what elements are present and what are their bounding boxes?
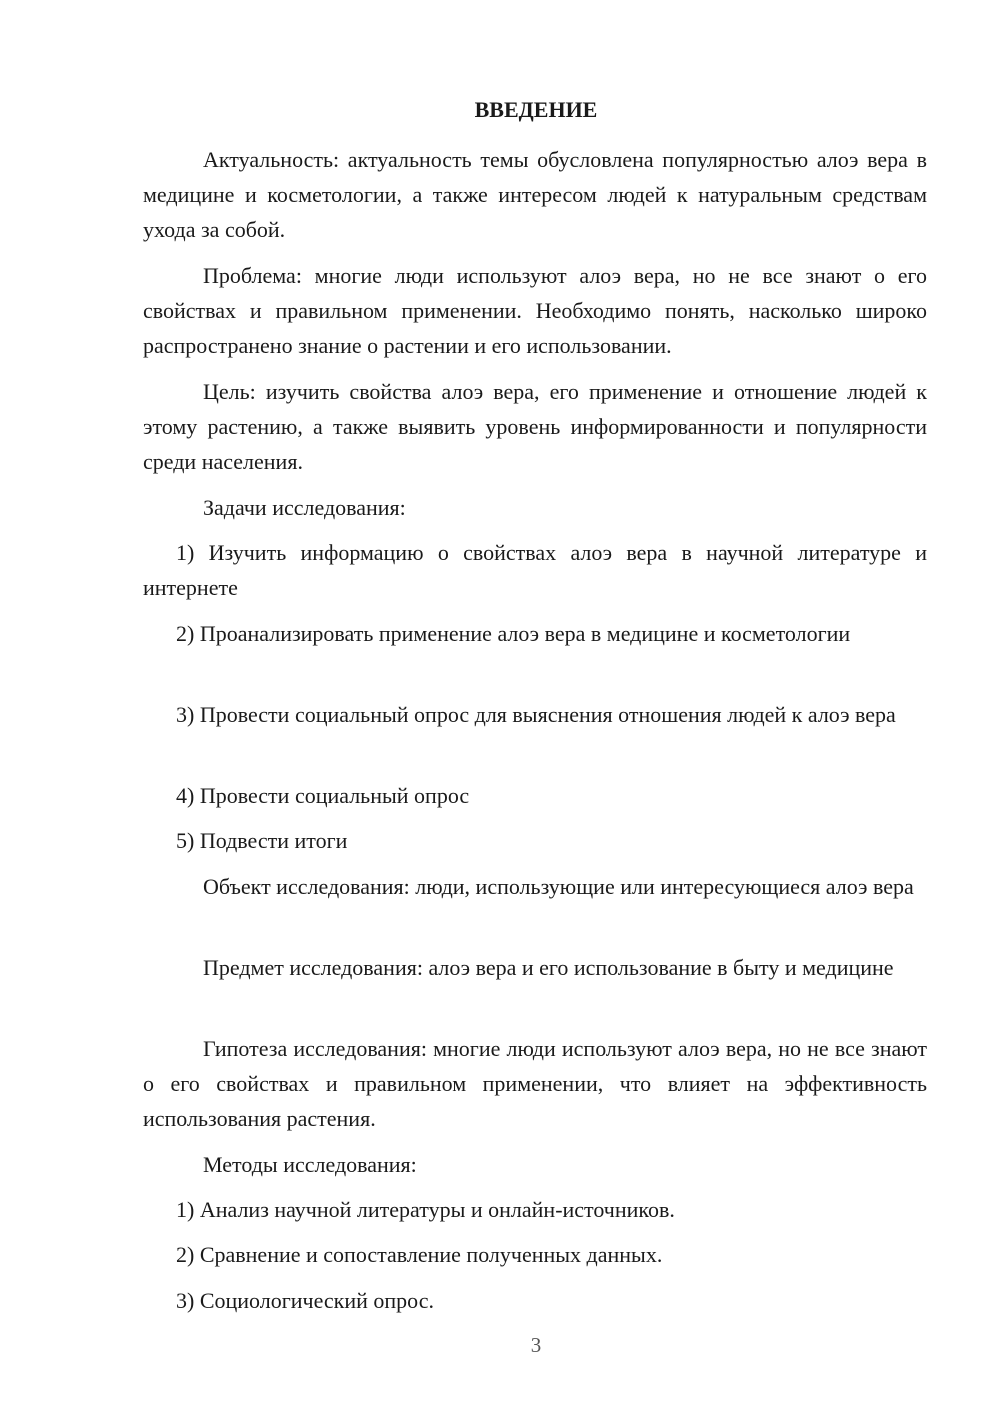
- list-item-method-1: 1) Анализ научной литературы и онлайн-источников.: [176, 1197, 675, 1222]
- paragraph-tasks-heading: Задачи исследования:: [203, 495, 406, 520]
- list-item-task-3: 3) Провести социальный опрос для выяснения отношения людей к алоэ вера: [176, 702, 896, 727]
- paragraph-relevance: Актуальность: актуальность темы обусловлена популярностью алоэ вера в медицине и косметологии, а также интересом людей к натуральным средствам ухода за собой.: [143, 147, 927, 242]
- list-item-task-5: 5) Подвести итоги: [176, 828, 348, 853]
- paragraph-methods-heading: Методы исследования:: [203, 1152, 417, 1177]
- paragraph-object: Объект исследования: люди, использующие или интересующиеся алоэ вера: [203, 874, 914, 899]
- paragraph-goal: Цель: изучить свойства алоэ вера, его применение и отношение людей к этому растению, а также выявить уровень информированности и популярности среди населения.: [143, 379, 927, 474]
- paragraph-problem: Проблема: многие люди используют алоэ вера, но не все знают о его свойствах и правильном применении. Необходимо понять, насколько широко распространено знание о растении и его использовании.: [143, 263, 927, 358]
- paragraph-hypothesis: Гипотеза исследования: многие люди используют алоэ вера, но не все знают о его свойствах и правильном применении, что влияет на эффективность использования растения.: [143, 1036, 927, 1131]
- page-number: 3: [530, 1333, 542, 1357]
- list-item-task-1: 1) Изучить информацию о свойствах алоэ вера в научной литературе и интернете: [143, 540, 927, 600]
- paragraph-subject: Предмет исследования: алоэ вера и его использование в быту и медицине: [203, 955, 894, 980]
- list-item-method-2: 2) Сравнение и сопоставление полученных данных.: [176, 1242, 663, 1267]
- list-item-task-4: 4) Провести социальный опрос: [176, 783, 470, 808]
- list-item-task-2: 2) Проанализировать применение алоэ вера в медицине и косметологии: [176, 621, 851, 646]
- page-heading: ВВЕДЕНИЕ: [474, 97, 598, 122]
- list-item-method-3: 3) Социологический опрос.: [176, 1288, 434, 1313]
